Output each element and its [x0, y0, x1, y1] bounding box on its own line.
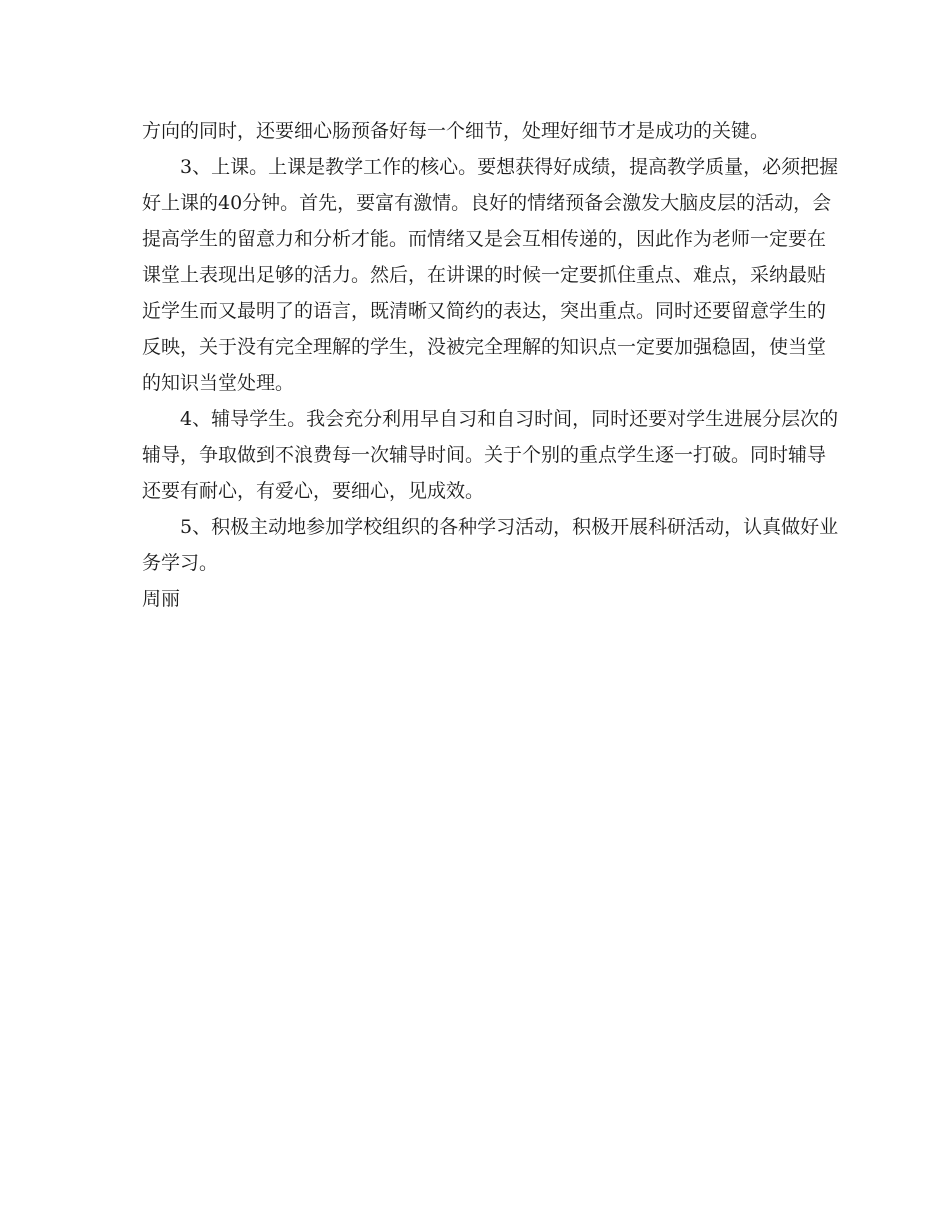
author-signature: 周丽 [142, 588, 181, 610]
paragraph-item-3: 3、上课。上课是教学工作的核心。要想获得好成绩，提高教学质量，必须把握好上课的40分钟。首先，要富有激情。良好的情绪预备会激发大脑皮层的活动，会提高学生的留意力和分析才能。而情绪又是会互相传递的，因此作为老师一定要在课堂上表现出足够的活力。然后，在讲课的时候一定要抓住重点、难点，采纳最贴近学生而又最明了的语言，既清晰又简约的表达，突出重点。同时还要留意学生的反映，关于没有完全理解的学生，没被完全理解的知识点一定要加强稳固，使当堂的知识当堂处理。 [142, 156, 839, 394]
paragraph-item-4: 4、辅导学生。我会充分利用早自习和自习时间，同时还要对学生进展分层次的辅导，争取做到不浪费每一次辅导时间。关于个别的重点学生逐一打破。同时辅导还要有耐心，有爱心，要细心，见成效。 [142, 408, 839, 502]
document-body [142, 113, 842, 617]
paragraph-continuation: 方向的同时，还要细心肠预备好每一个细节，处理好细节才是成功的关键。 [142, 120, 770, 142]
paragraph-item-5: 5、积极主动地参加学校组织的各种学习活动，积极开展科研活动，认真做好业务学习。 [142, 516, 839, 574]
